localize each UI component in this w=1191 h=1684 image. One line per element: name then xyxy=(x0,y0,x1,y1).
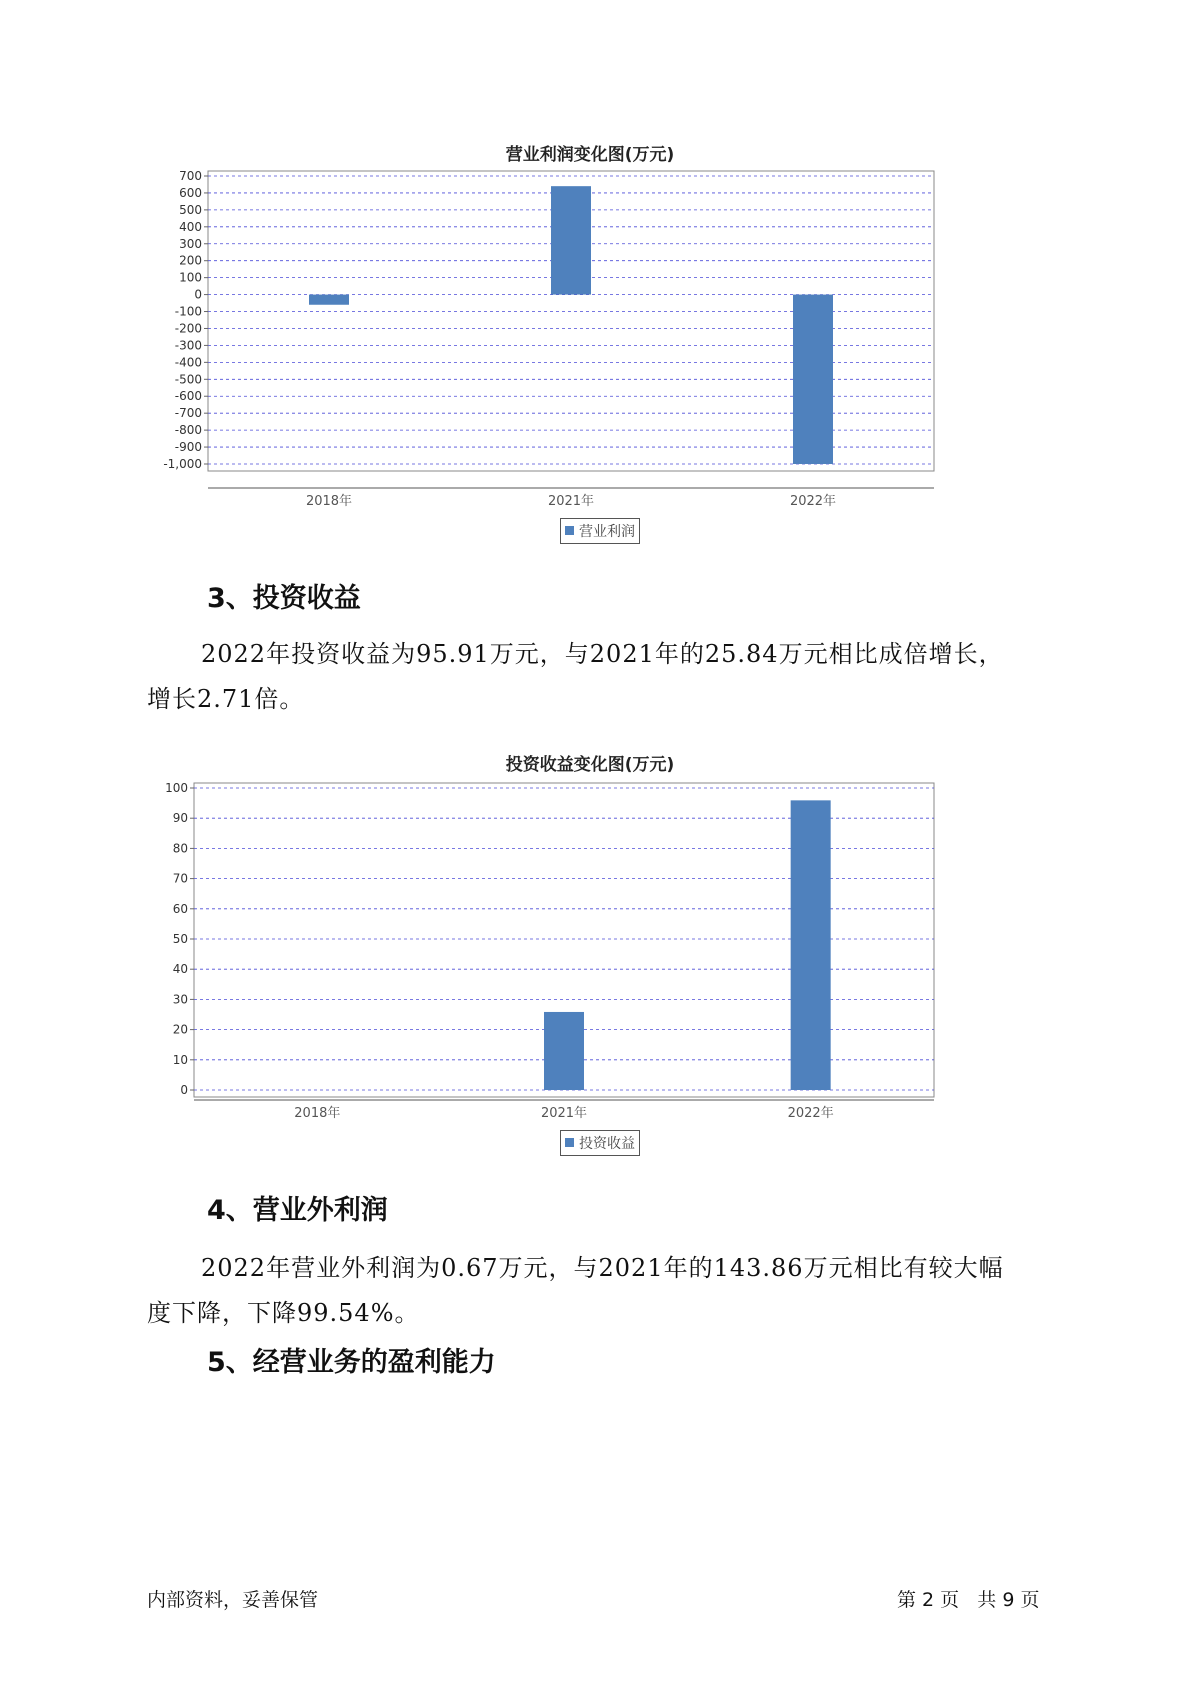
y-tick-label: 400 xyxy=(179,219,202,234)
y-tick-label: 100 xyxy=(179,270,202,285)
y-tick-label: 20 xyxy=(172,1022,188,1037)
y-tick-label: 700 xyxy=(179,169,202,183)
y-tick-label: 80 xyxy=(172,841,188,856)
paragraph-line: 增长2.71倍。 xyxy=(147,685,305,713)
y-tick-label: 100 xyxy=(165,781,188,795)
section-5-heading: 5、经营业务的盈利能力 xyxy=(207,1347,496,1378)
bar-2018年 xyxy=(309,295,349,305)
y-tick-label: 200 xyxy=(179,253,202,268)
section-3-paragraph xyxy=(147,632,1047,722)
bar-2022年 xyxy=(791,800,831,1090)
chart-plot xyxy=(150,168,1030,513)
chart-title: 营业利润变化图(万元) xyxy=(505,145,675,165)
y-tick-label: -200 xyxy=(174,321,202,336)
section-4-paragraph xyxy=(147,1246,1047,1336)
paragraph-line: 度下降，下降99.54%。 xyxy=(147,1299,420,1327)
section-3-heading: 3、投资收益 xyxy=(207,583,361,614)
footer-note: 内部资料，妥善保管 xyxy=(147,1589,319,1611)
y-tick-label: 30 xyxy=(172,992,188,1007)
page-number: 第 2 页 共 9 页 xyxy=(897,1589,1040,1611)
y-tick-label: 300 xyxy=(179,236,202,251)
bar-2022年 xyxy=(793,295,833,464)
section-4-heading: 4、营业外利润 xyxy=(207,1195,388,1226)
x-tick-label: 2018年 xyxy=(294,1106,341,1121)
y-tick-label: -700 xyxy=(174,406,202,421)
legend-label: 投资收益 xyxy=(579,1136,635,1152)
chart-plot xyxy=(150,780,1030,1130)
paragraph-line: 2022年投资收益为95.91万元，与2021年的25.84万元相比成倍增长， xyxy=(201,640,1004,668)
bar-2021年 xyxy=(544,1012,584,1090)
y-tick-label: 70 xyxy=(172,871,188,886)
legend-label: 营业利润 xyxy=(579,524,635,540)
x-tick-label: 2022年 xyxy=(789,494,837,509)
x-tick-label: 2022年 xyxy=(787,1106,834,1121)
y-tick-label: -800 xyxy=(174,423,202,438)
investment-income-chart xyxy=(150,750,1030,1170)
y-tick-label: 60 xyxy=(172,901,188,916)
x-tick-label: 2021年 xyxy=(540,1106,588,1121)
legend-swatch xyxy=(565,526,574,535)
chart-legend xyxy=(560,1130,640,1156)
paragraph-line: 2022年营业外利润为0.67万元，与2021年的143.86万元相比有较大幅 xyxy=(201,1254,1004,1282)
y-tick-label: -400 xyxy=(174,355,202,370)
y-tick-label: 40 xyxy=(172,962,188,977)
y-tick-label: -100 xyxy=(174,304,202,319)
bar-2021年 xyxy=(551,186,591,294)
y-tick-label: -900 xyxy=(174,440,202,455)
y-tick-label: 600 xyxy=(179,185,202,200)
y-tick-label: 90 xyxy=(172,811,188,826)
y-tick-label: -300 xyxy=(174,338,202,353)
y-tick-label: -1,000 xyxy=(163,457,202,471)
chart-title: 投资收益变化图(万元) xyxy=(505,755,675,775)
x-tick-label: 2018年 xyxy=(305,494,353,509)
y-tick-label: 0 xyxy=(194,287,202,302)
operating-profit-chart xyxy=(150,140,1030,560)
legend-swatch xyxy=(565,1138,574,1147)
chart-legend xyxy=(560,518,640,544)
y-tick-label: 500 xyxy=(179,202,202,217)
y-tick-label: 10 xyxy=(172,1052,188,1067)
y-tick-label: 0 xyxy=(180,1083,188,1097)
y-tick-label: 50 xyxy=(172,932,188,946)
y-tick-label: -500 xyxy=(174,372,202,387)
y-tick-label: -600 xyxy=(174,389,202,404)
x-tick-label: 2021年 xyxy=(547,494,595,509)
